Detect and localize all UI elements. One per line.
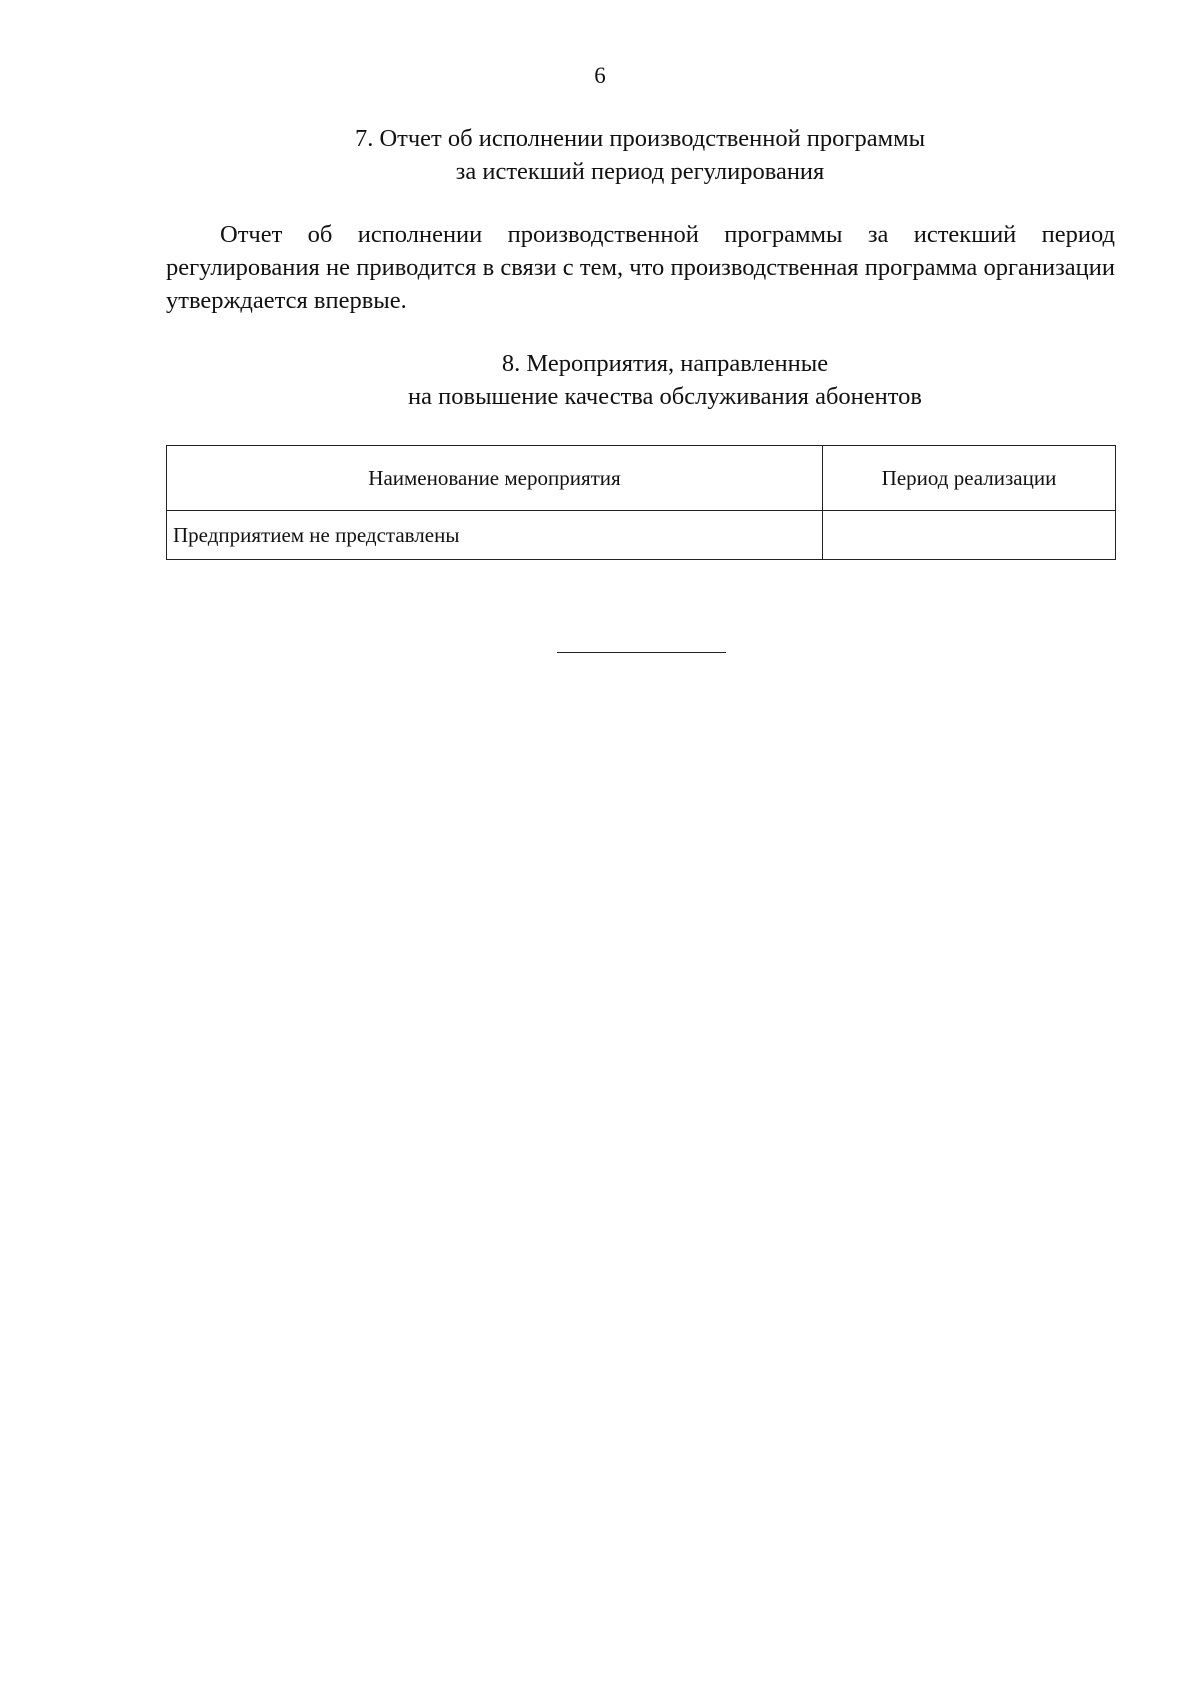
- measures-table: [166, 445, 1116, 560]
- column-header-measure-name: Наименование мероприятия: [167, 446, 823, 511]
- column-header-implementation-period: Период реализации: [823, 446, 1116, 511]
- table-row: [167, 511, 1116, 560]
- page-number: 6: [594, 63, 606, 88]
- section-8-heading: [165, 347, 1165, 413]
- closing-separator-line: [557, 652, 726, 653]
- section-7-title-line-2: за истекший период регулирования: [455, 158, 825, 185]
- section-8-title-line-2: на повышение качества обслуживания абонентов: [408, 383, 922, 410]
- section-7-heading: [165, 122, 1115, 188]
- section-7-title-line-1: 7. Отчет об исполнении производственной программы: [354, 125, 926, 152]
- section-7-paragraph: Отчет об исполнении производственной программы за истекший период регулирования не приводится в связи с тем, что производственная программа организации утверждается впервые.: [166, 221, 1115, 314]
- table-cell-implementation-period: [823, 511, 1116, 560]
- table-header-row: [167, 446, 1116, 511]
- table-cell-measure-name: Предприятием не представлены: [167, 511, 823, 560]
- section-8-title-line-1: 8. Мероприятия, направленные: [501, 350, 829, 377]
- measures-table-container: [166, 445, 1115, 560]
